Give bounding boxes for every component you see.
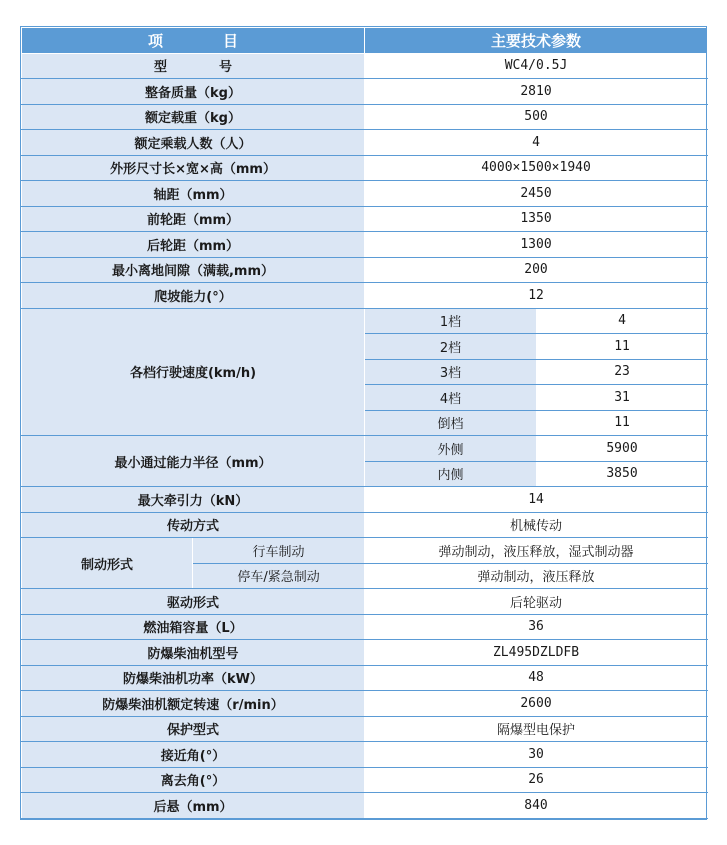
table-row	[22, 767, 708, 793]
table-row	[22, 589, 708, 615]
row-value: 48	[365, 665, 708, 691]
table-row	[22, 155, 708, 181]
row-label: 轴距（mm）	[22, 181, 365, 207]
gear-value: 11	[537, 410, 708, 436]
table-row	[22, 181, 708, 207]
row-value: 500	[365, 104, 708, 130]
turning-value: 5900	[537, 436, 708, 462]
gear-value: 23	[537, 359, 708, 385]
gear-label: 1档	[365, 308, 537, 334]
gear-value: 31	[537, 385, 708, 411]
table-row	[22, 206, 708, 232]
table-row	[22, 257, 708, 283]
row-label: 型 号	[22, 53, 365, 79]
row-label: 防爆柴油机功率（kW）	[22, 665, 365, 691]
gear-label: 4档	[365, 385, 537, 411]
row-value: ZL495DZLDFB	[365, 640, 708, 666]
row-label: 燃油箱容量（L）	[22, 614, 365, 640]
row-label: 爬坡能力(°）	[22, 283, 365, 309]
header-row	[22, 28, 708, 54]
table-row	[22, 104, 708, 130]
header-params: 主要技术参数	[365, 28, 708, 54]
row-value: 2450	[365, 181, 708, 207]
row-value: 26	[365, 767, 708, 793]
row-value: 840	[365, 793, 708, 819]
transmission-label: 传动方式	[22, 512, 365, 538]
table-row	[22, 53, 708, 79]
row-value: 隔爆型电保护	[365, 716, 708, 742]
turning-label: 最小通过能力半径（mm）	[22, 436, 365, 487]
table-row	[22, 130, 708, 156]
table-row	[22, 436, 708, 462]
spec-table	[21, 27, 708, 819]
transmission-value: 机械传动	[365, 512, 708, 538]
traction-label: 最大牵引力（kN）	[22, 487, 365, 513]
row-label: 防爆柴油机型号	[22, 640, 365, 666]
turning-side: 外侧	[365, 436, 537, 462]
row-value: WC4/0.5J	[365, 53, 708, 79]
table-row	[22, 691, 708, 717]
row-label: 前轮距（mm）	[22, 206, 365, 232]
row-label: 外形尺寸长×宽×高（mm）	[22, 155, 365, 181]
brake-value: 弹动制动，液压释放，湿式制动器	[365, 538, 708, 564]
table-row	[22, 538, 708, 564]
gear-value: 11	[537, 334, 708, 360]
table-row	[22, 665, 708, 691]
table-row	[22, 283, 708, 309]
row-value: 1350	[365, 206, 708, 232]
speed-label: 各档行驶速度(km/h)	[22, 308, 365, 436]
row-value: 1300	[365, 232, 708, 258]
brake-value: 弹动制动，液压释放	[365, 563, 708, 589]
gear-label: 倒档	[365, 410, 537, 436]
table-row	[22, 640, 708, 666]
row-label: 接近角(°）	[22, 742, 365, 768]
row-label: 防爆柴油机额定转速（r/min）	[22, 691, 365, 717]
table-row	[22, 232, 708, 258]
row-value: 后轮驱动	[365, 589, 708, 615]
brake-type: 停车/紧急制动	[193, 563, 365, 589]
table-row	[22, 742, 708, 768]
table-row	[22, 793, 708, 819]
table-row	[22, 487, 708, 513]
row-label: 最小离地间隙（满载,mm）	[22, 257, 365, 283]
table-row	[22, 308, 708, 334]
row-value: 12	[365, 283, 708, 309]
row-label: 额定载重（kg）	[22, 104, 365, 130]
header-item: 项 目	[22, 28, 365, 54]
table-row	[22, 716, 708, 742]
row-value: 2810	[365, 79, 708, 105]
turning-value: 3850	[537, 461, 708, 487]
gear-value: 4	[537, 308, 708, 334]
row-value: 30	[365, 742, 708, 768]
row-label: 整备质量（kg）	[22, 79, 365, 105]
row-label: 额定乘载人数（人）	[22, 130, 365, 156]
row-value: 4000×1500×1940	[365, 155, 708, 181]
table-row	[22, 512, 708, 538]
row-label: 后悬（mm）	[22, 793, 365, 819]
gear-label: 2档	[365, 334, 537, 360]
row-label: 后轮距（mm）	[22, 232, 365, 258]
gear-label: 3档	[365, 359, 537, 385]
turning-side: 内侧	[365, 461, 537, 487]
brake-type: 行车制动	[193, 538, 365, 564]
row-label: 保护型式	[22, 716, 365, 742]
brake-label: 制动形式	[22, 538, 193, 589]
row-value: 200	[365, 257, 708, 283]
table-row	[22, 614, 708, 640]
table-row	[22, 79, 708, 105]
row-value: 4	[365, 130, 708, 156]
row-value: 2600	[365, 691, 708, 717]
row-label: 离去角(°）	[22, 767, 365, 793]
row-label: 驱动形式	[22, 589, 365, 615]
row-value: 36	[365, 614, 708, 640]
traction-value: 14	[365, 487, 708, 513]
